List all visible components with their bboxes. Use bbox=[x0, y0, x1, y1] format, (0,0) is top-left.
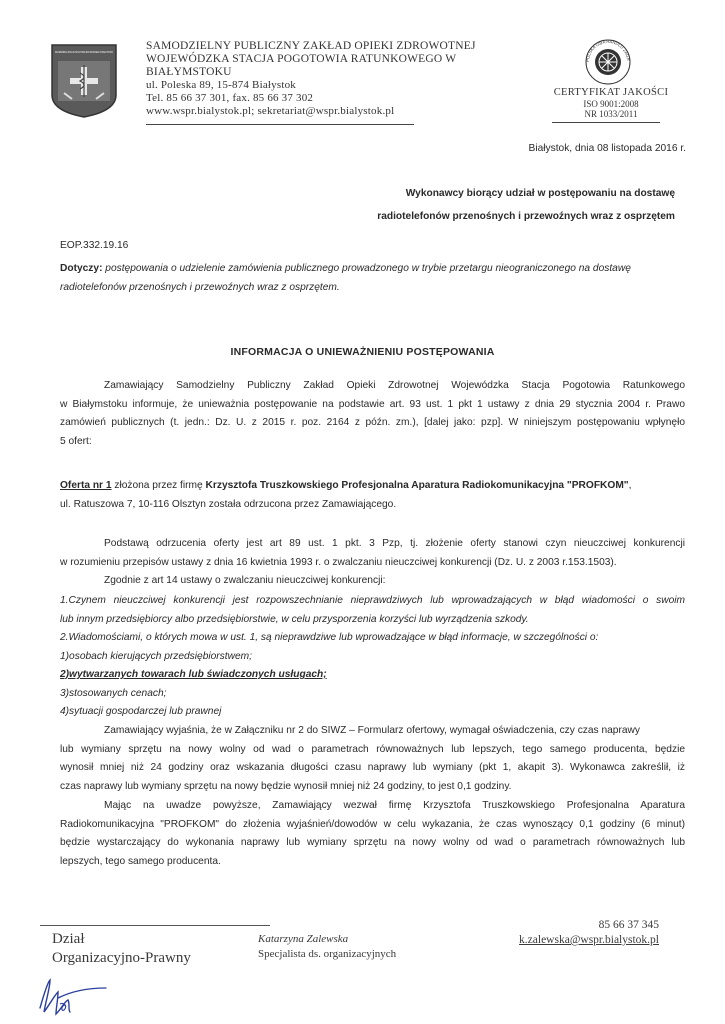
conclusion-paragraph bbox=[60, 797, 685, 871]
subject-label: Dotyczy: bbox=[60, 263, 103, 274]
org-web-email[interactable]: www.wspr.bialystok.pl; sekretariat@wspr.bialystok.pl bbox=[146, 105, 395, 117]
addressee-line2: radiotelefonów przenośnych i przewoźnych wraz z osprzętem bbox=[377, 211, 675, 222]
offer-text: złożona przez firmę bbox=[111, 480, 206, 491]
quote-item: 3)stosowanych cenach; bbox=[60, 687, 167, 699]
addressee-line1: Wykonawcy biorący udział w postępowaniu na dostawę bbox=[405, 188, 675, 199]
organization-logo bbox=[50, 43, 157, 119]
explain-line: czas naprawy lub wymiany sprzętu na nowy będzie wynosił mniej niż 24 godziny, to jest 0,1 godziny. bbox=[60, 780, 512, 792]
intro-paragraph bbox=[60, 377, 685, 451]
intro-line: Zamawiający Samodzielny Publiczny Zakład Opieki Zdrowotnej Wojewódzka Stacja Pogotowia Ratunkowego bbox=[104, 380, 685, 391]
handwritten-signature bbox=[34, 974, 114, 1018]
quote-line: 2.Wiadomościami, o których mowa w ust. 1, są nieprawdziwe lub wprowadzające w błąd informacje, w szczególności o: bbox=[60, 632, 599, 643]
basis-line: w rozumieniu przepisów ustawy z dnia 16 kwietnia 1993 r. o zwalczaniu nieuczciwej konkurencji (Dz. U. z 2003 r.153.1503). bbox=[60, 556, 617, 568]
quality-certificate bbox=[552, 88, 670, 120]
contact-person bbox=[258, 932, 396, 962]
offer-firm: Krzysztofa Truszkowskiego Profesjonalna Aparatura Radiokomunikacyjna "PROFKOM" bbox=[205, 480, 629, 491]
contact-details bbox=[519, 918, 659, 948]
quote-line: lub innym przedsiębiorcy albo przedsiębiorstwie, w celu przysporzenia korzyści lub wyrządzenia szkody. bbox=[60, 613, 529, 625]
quote-line: 1.Czynem nieuczciwej konkurencji jest rozpowszechnianie nieprawdziwych lub wprowadzających w błąd wiadomości o swoim bbox=[60, 595, 685, 606]
certificate-divider bbox=[552, 122, 660, 123]
organization-header bbox=[146, 40, 566, 118]
conclusion-line: będzie wystarczający do wykonania naprawy lub wymiany sprzętu na nowy wolny od wad o parametrach równoważnych lub bbox=[60, 837, 685, 848]
document-date: Białystok, dnia 08 listopada 2016 r. bbox=[528, 143, 686, 154]
org-name-line2: WOJEWÓDZKA STACJA POGOTOWIA RATUNKOWEGO W bbox=[146, 53, 457, 65]
org-name-line3: BIAŁYMSTOKU bbox=[146, 66, 232, 78]
explain-line: wynosił mniej niż 24 godziny oraz wskazania długości czasu naprawy lub wymiany (pkt 1, akapit 3). Wykonawca zakreślił, iż bbox=[60, 762, 685, 773]
document-title: INFORMACJA O UNIEWAŻNIENIU POSTĘPOWANIA bbox=[230, 346, 495, 358]
footer-divider bbox=[40, 925, 270, 926]
person-role: Specjalista ds. organizacyjnych bbox=[258, 948, 397, 960]
offer-line: ul. Ratuszowa 7, 10-116 Olsztyn została odrzucona przez Zamawiającego. bbox=[60, 498, 397, 510]
offer-label: Oferta nr 1 bbox=[60, 480, 112, 491]
subject bbox=[60, 259, 680, 297]
conclusion-line: Mając na uwadze powyższe, Zamawiający wezwał firmę Krzysztofa Truszkowskiego Profesjonalna Aparatura bbox=[104, 800, 685, 811]
person-name: Katarzyna Zalewska bbox=[258, 933, 349, 945]
quote-item-highlighted: 2)wytwarzanych towarach lub świadczonych usługach; bbox=[60, 669, 327, 680]
department-line1: Dział bbox=[52, 931, 85, 947]
conclusion-line: lepszych, tego samego producenta. bbox=[60, 855, 221, 867]
intro-line: w Białymstoku informuje, że unieważnia postępowanie na podstawie art. 93 ust. 1 pkt 1 ustawy z dnia 29 stycznia 2004 r. Prawo bbox=[60, 398, 685, 410]
intro-line: zamówień publicznych (t. jedn.: Dz. U. z 2015 r. poz. 2164 z późn. zm.), [dalej jako: pzp]. W niniejszym postępowaniu wpłynęło bbox=[60, 417, 685, 428]
org-address: ul. Poleska 89, 15-874 Białystok bbox=[146, 79, 297, 91]
org-phone-fax: Tel. 85 66 37 301, fax. 85 66 37 302 bbox=[146, 92, 314, 104]
subject-text-2: radiotelefonów przenośnych i przewoźnych wraz z osprzętem. bbox=[60, 282, 340, 293]
logo-text: WOJEWÓDZKA STACJA POGOTOWIA RATUNKOWEGO W BIAŁYSTOKU bbox=[55, 50, 157, 54]
department-line2: Organizacyjno-Prawny bbox=[52, 950, 191, 966]
header-divider bbox=[146, 124, 414, 125]
contact-email[interactable]: k.zalewska@wspr.bialystok.pl bbox=[519, 934, 659, 946]
explain-line: lub wymiany sprzętu na nowy wolny od wad o parametrach równoważnych lub lepszych, tego samego producenta, będzie bbox=[60, 743, 685, 755]
certificate-emblem-text: POLSKA IZBA HANDLU ZAGR bbox=[584, 38, 631, 63]
basis-line: Zgodnie z art 14 ustawy o zwalczaniu nieuczciwej konkurencji: bbox=[104, 575, 386, 586]
conclusion-line: Radiokomunikacyjna "PROFKOM" do złożenia wyjaśnień/dowodów w celu wykazania, że czas wynoszący 0,1 godziny (6 minut) bbox=[60, 818, 685, 830]
law-quote bbox=[60, 592, 685, 722]
quote-item: 1)osobach kierujących przedsiębiorstwem; bbox=[60, 650, 252, 662]
basis-line: Podstawą odrzucenia oferty jest art 89 ust. 1 pkt. 3 Pzp, tj. złożenie oferty stanowi czyn nieuczciwej konkurencji bbox=[104, 538, 685, 549]
subject-text-1: postępowania o udzielenie zamówienia publicznego prowadzonego w trybie przetargu nieograniczonego na dostawę bbox=[102, 263, 631, 274]
certificate-iso: ISO 9001:2008 bbox=[583, 98, 639, 109]
addressee bbox=[330, 182, 675, 228]
offer-paragraph bbox=[60, 477, 685, 514]
quote-item: 4)sytuacji gospodarczej lub prawnej bbox=[60, 706, 222, 717]
explanation-paragraph bbox=[60, 722, 685, 796]
org-name-line1: SAMODZIELNY PUBLICZNY ZAKŁAD OPIEKI ZDROWOTNEJ bbox=[146, 40, 476, 52]
department bbox=[52, 930, 191, 968]
certificate-number: NR 1033/2011 bbox=[584, 109, 638, 119]
contact-phone: 85 66 37 345 bbox=[598, 919, 659, 931]
certificate-title: CERTYFIKAT JAKOŚCI bbox=[553, 87, 669, 98]
offer-text-end: , bbox=[628, 480, 632, 491]
explain-line: Zamawiający wyjaśnia, że w Załączniku nr 2 do SIWZ – Formularz ofertowy, wymagał oświadczenia, czy czas naprawy bbox=[104, 725, 640, 736]
reference-number: EOP.332.19.16 bbox=[60, 240, 129, 251]
certificate-emblem bbox=[584, 38, 632, 86]
intro-line: 5 ofert: bbox=[60, 435, 92, 447]
basis-paragraph bbox=[60, 535, 685, 591]
